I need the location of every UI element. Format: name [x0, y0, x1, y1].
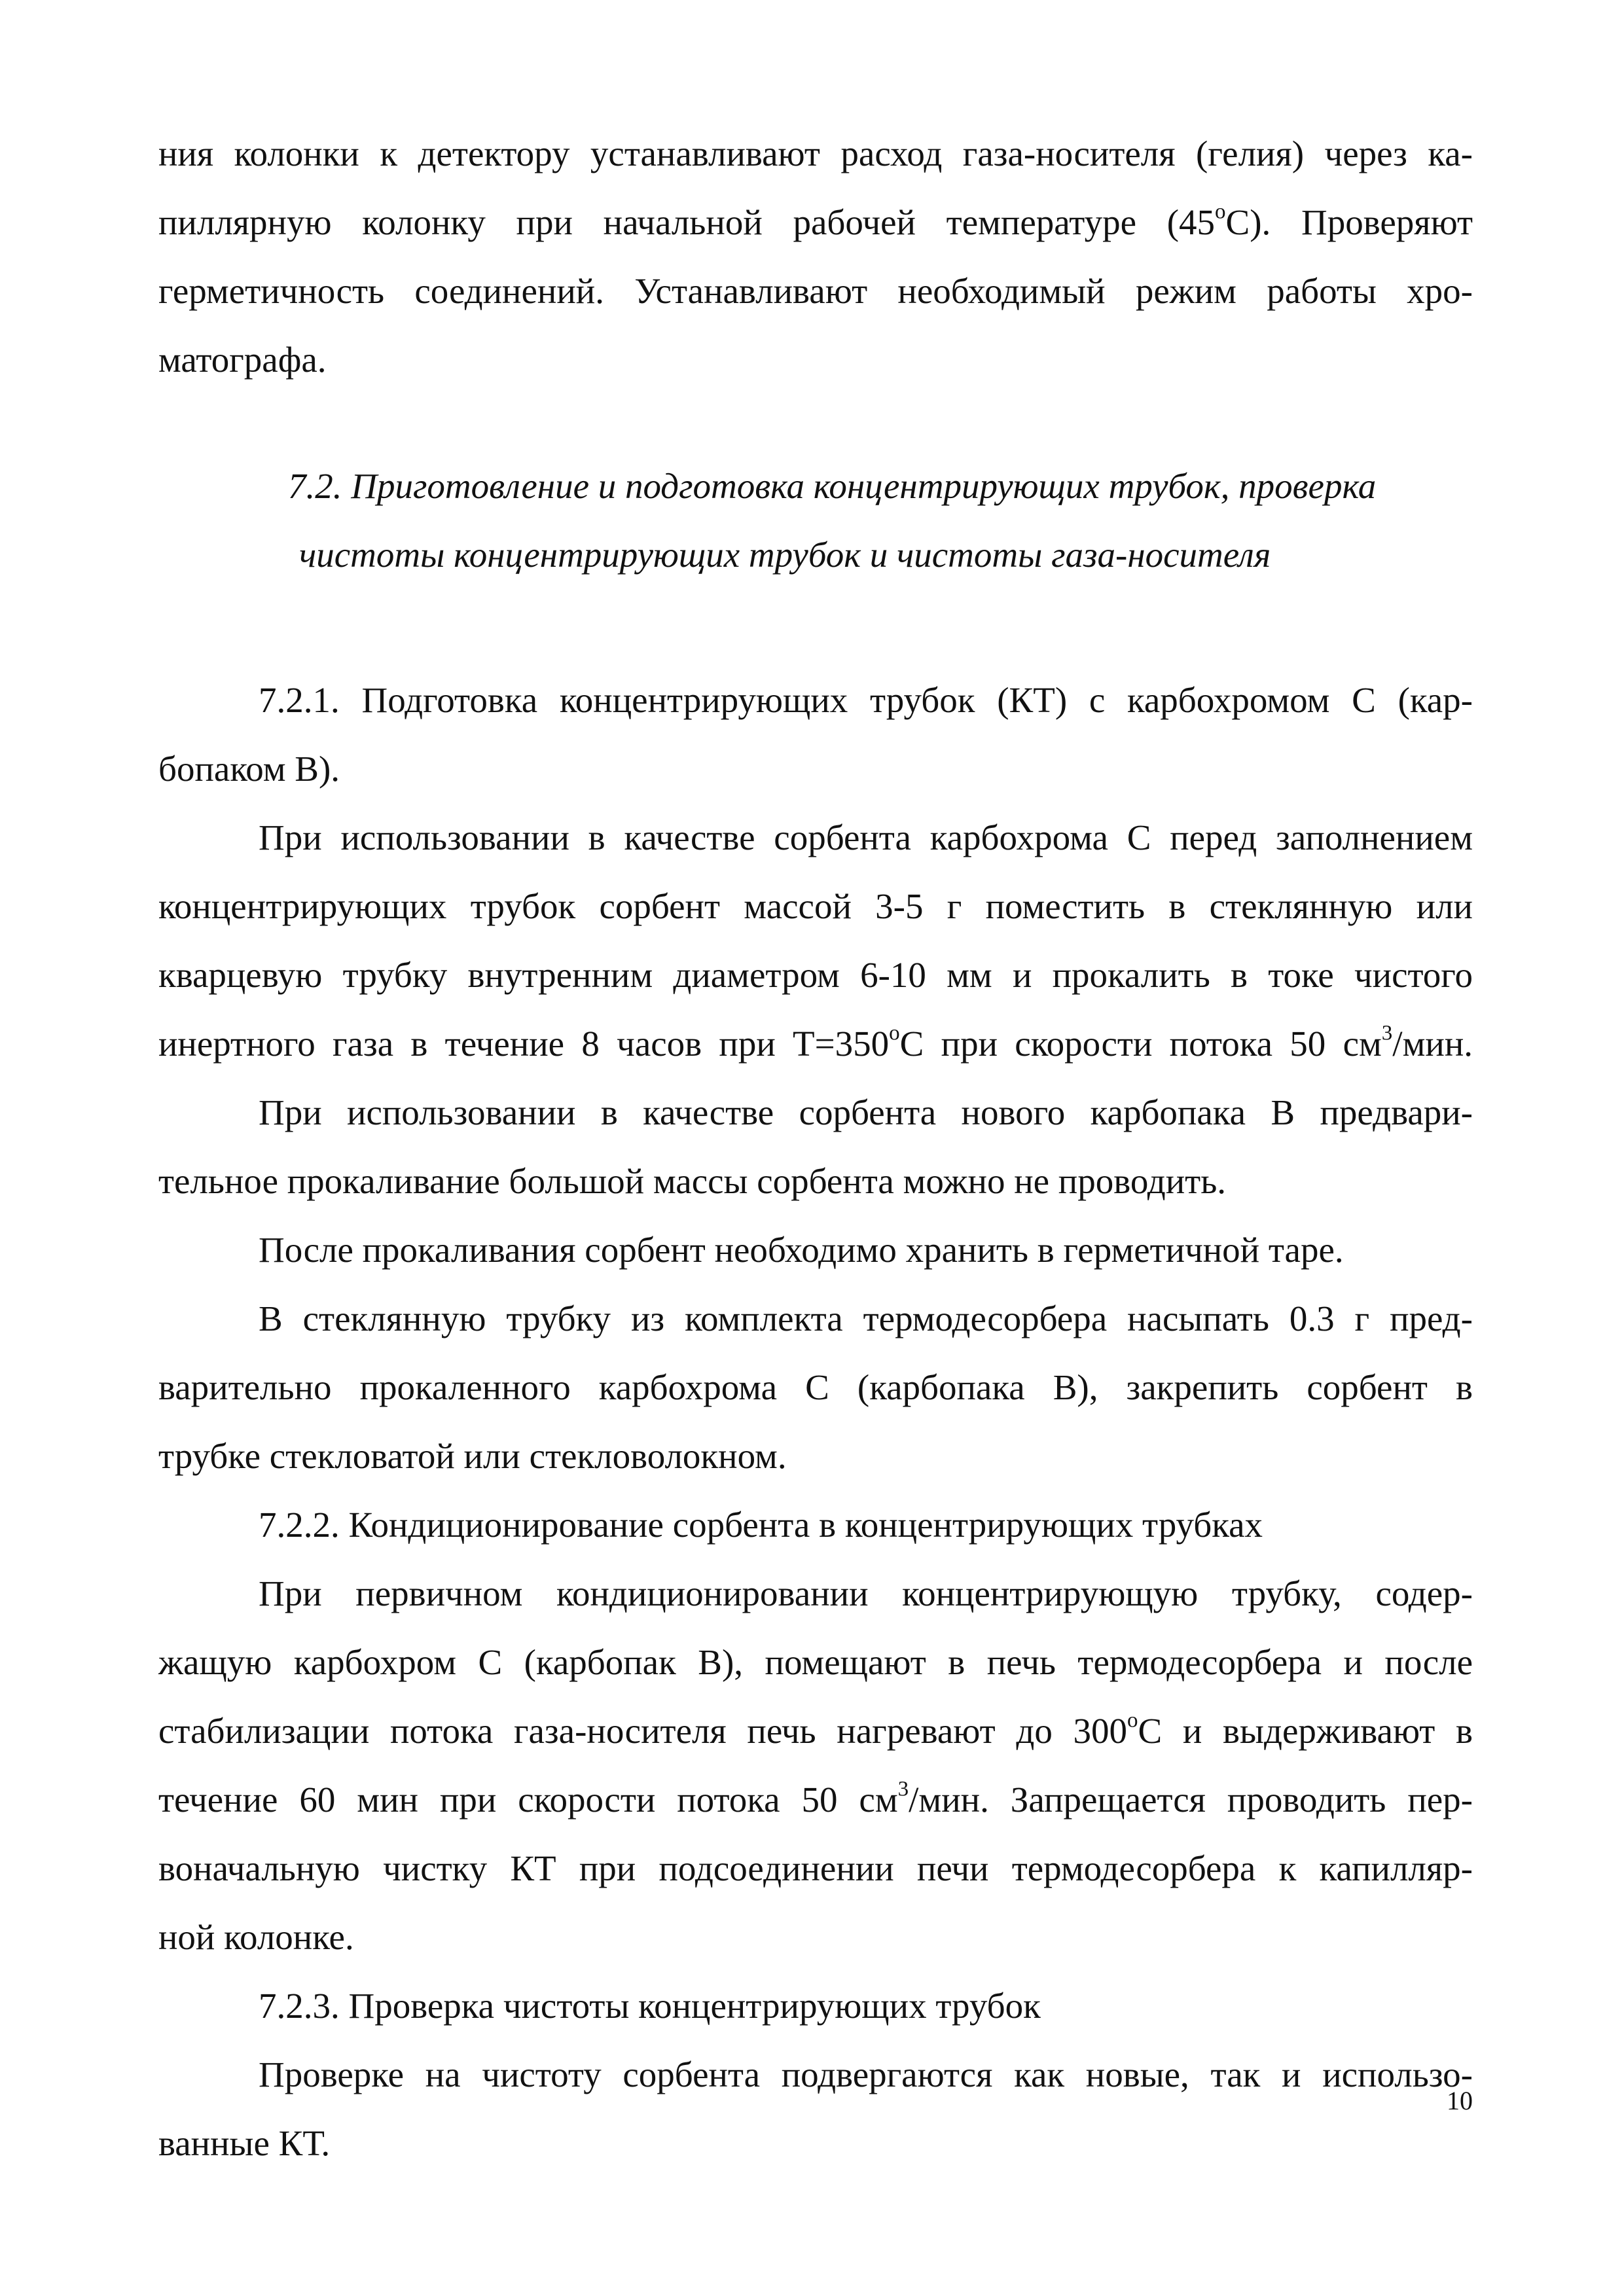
body-text-line: кварцевую трубку внутренним диаметром 6-10 мм и прокалить в токе чистого: [158, 955, 1473, 995]
body-text-line: ния колонки к детектору устанавливают расход газа-носителя (гелия) через ка-: [158, 134, 1473, 173]
body-text-line: герметичность соединений. Устанавливают необходимый режим работы хро-: [158, 271, 1473, 311]
page-number: 10: [1447, 2086, 1473, 2115]
body-text-line: инертного газа в течение 8 часов при $Т=350^oС$ при скорости потока 50 $см^3$/мин.: [158, 1021, 1473, 1064]
body-text-line: пиллярную колонку при начальной рабочей температуре (45$^o$C). Проверяют: [158, 200, 1473, 242]
body-text-line: течение 60 мин при скорости потока 50 $см^3$/мин. Запрещается проводить пер-: [158, 1777, 1473, 1820]
body-text-line: 7.2.1. Подготовка концентрирующих трубок (КТ) с карбохромом С (кар-: [259, 680, 1473, 720]
body-text-line: При использовании в качестве сорбента нового карбопака В предвари-: [259, 1092, 1473, 1132]
body-text-line: В стеклянную трубку из комплекта термодесорбера насыпать 0.3 г пред-: [259, 1299, 1473, 1338]
body-text-line: варительно прокаленного карбохрома С (карбопака В), закрепить сорбент в: [158, 1367, 1473, 1407]
body-text-line: матографа.: [158, 340, 327, 380]
body-text-line: бопаком В).: [158, 749, 340, 789]
body-text-line: жащую карбохром С (карбопак В), помещают в печь термодесорбера и после: [158, 1642, 1473, 1682]
body-text-line: При первичном кондиционировании концентрирующую трубку, содер-: [259, 1573, 1473, 1613]
superscript: o: [889, 1021, 900, 1045]
body-text-line: трубке стекловатой или стекловолокном.: [158, 1436, 787, 1476]
superscript: 3: [1381, 1021, 1393, 1045]
subsection-heading-line: 7.2.2. Кондиционирование сорбента в концентрирующих трубках: [259, 1505, 1263, 1545]
body-text-line: Проверке на чистоту сорбента подвергаются как новые, так и использо-: [259, 2054, 1473, 2094]
section-heading-line: чистоты концентрирующих трубок и чистоты газа-носителя: [299, 535, 1271, 575]
section-heading-line: 7.2. Приготовление и подготовка концентрирующих трубок, проверка: [288, 466, 1377, 506]
body-text-line: концентрирующих трубок сорбент массой 3-5 г поместить в стеклянную или: [158, 886, 1473, 926]
body-text-line: воначальную чистку КТ при подсоединении печи термодесорбера к капилляр-: [158, 1848, 1473, 1888]
subsection-heading-line: 7.2.3. Проверка чистоты концентрирующих трубок: [259, 1986, 1041, 2026]
body-text-line: ванные КТ.: [158, 2123, 331, 2163]
body-text-line: тельное прокаливание большой массы сорбента можно не проводить.: [158, 1161, 1227, 1201]
superscript: 3: [897, 1777, 909, 1801]
body-text-line: ной колонке.: [158, 1917, 354, 1957]
body-text-line: После прокаливания сорбент необходимо хранить в герметичной таре.: [259, 1230, 1344, 1270]
superscript: o: [1127, 1708, 1138, 1732]
body-text-line: При использовании в качестве сорбента карбохрома С перед заполнением: [259, 817, 1473, 857]
superscript: o: [1215, 200, 1226, 224]
body-text-line: стабилизации потока газа-носителя печь нагревают до 300$^o$С и выдерживают в: [158, 1708, 1473, 1751]
